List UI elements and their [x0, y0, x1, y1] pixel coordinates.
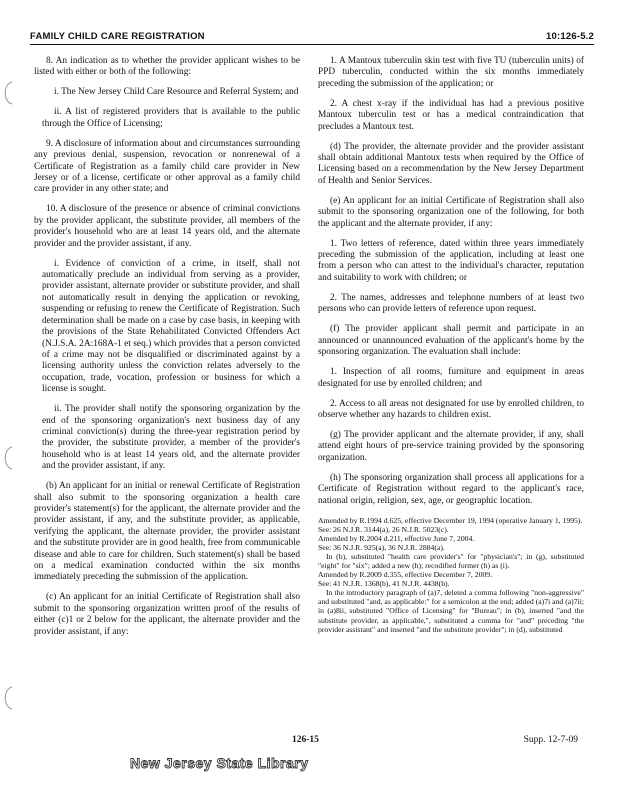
paragraph: i. Evidence of conviction of a crime, in itself, shall not automatically preclude an individual from serving as a provider, provider assistant, alternate provider or substitute provider, and shall not automatically result in denying the application or revoking, suspending or refusing to renew the Certificate of Registration. Such determination shall be made on a case by case basis, in keeping with the provisions of the State Rehabilitated Convicted Offenders Act (N.J.S.A. 2A:168A-1 et seq.) which provides that a person convicted of a crime may not be disqualified or discriminated against by a licensing authority unless the conviction relates adversely to the occupation, trade, vocation, profession or business for which a license is sought.	[42, 258, 300, 395]
history-line: Amended by R.2004 d.211, effective June 7, 2004.	[318, 533, 475, 543]
paragraph: 9. A disclosure of information about and circumstances surrounding any previous denial, suspension, revocation or nonrenewal of a Certificate of Registration as a family child care provider in New Jersey or of a license, certificate or other approval as a family child care provider in any other state; and	[34, 138, 300, 195]
paragraph: 1. Inspection of all rooms, furniture and equipment in areas designated for use by enrolled children; and	[318, 367, 584, 389]
right-column-paragraphs	[318, 56, 584, 507]
paragraph: ii. A list of registered providers that is available to the public through the Office of Licensing;	[42, 107, 300, 129]
paragraph: (b) An applicant for an initial or renewal Certificate of Registration shall also submit to the sponsoring organization a health care provider's statement(s) for the applicant, the alternate provider and the provider assistant, if any, and the substitute provider, as applicable, verifying the applicant, the alternate provider, the provider assistant and the substitute provider are in good health, free from communicable disease and able to care for children. Such statement(s) shall be based on a medical examination conducted within the six months immediately preceding the submission of the application.	[34, 481, 300, 583]
paragraph: (e) An applicant for an initial Certificate of Registration shall also submit to the sponsoring organization one of the following, for both the applicant and the alternate provider, if any:	[318, 195, 584, 229]
history-line: Amended by R.1994 d.625, effective December 19, 1994 (operative January 1, 1995).	[318, 515, 583, 525]
paragraph: ii. The provider shall notify the sponsoring organization by the end of the sponsoring organization's next business day of any criminal conviction(s) during the three-year registration period by the provider, the substitute provider, a member of the provider's household who is at least 14 years old, and the alternate provider and the provider assistant, if any.	[42, 404, 300, 472]
history-line: See: 26 N.J.R. 3144(a), 26 N.J.R. 5023(c).	[318, 524, 449, 534]
chapter-title: FAMILY CHILD CARE REGISTRATION	[30, 31, 205, 42]
paragraph: 10. A disclosure of the presence or absence of criminal convictions by the provider applicant, the substitute provider, all members of the provider's household who are at least 14 years old, and the alternate provider and the provider assistant, if any.	[34, 204, 300, 249]
paragraph: (f) The provider applicant shall permit and participate in an announced or unannounced evaluation of the applicant's home by the sponsoring organization. The evaluation shall include:	[318, 324, 584, 358]
paragraph: 2. The names, addresses and telephone numbers of at least two persons who can provide letters of reference upon request.	[318, 292, 584, 315]
paragraph: 2. A chest x-ray if the individual has had a previous positive Mantoux tuberculin test or has a medical contraindication that precludes a Mantoux test.	[318, 98, 584, 132]
paragraph: 1. Two letters of reference, dated within three years immediately preceding the submission of the application, including at least one from a person who can attest to the individual's character, reputation and suitability to work with children; or	[318, 238, 584, 283]
supplement-date: Supp. 12-7-09	[523, 735, 578, 745]
paragraph: 2. Access to all areas not designated for use by enrolled children, to observe whether any hazards to children exist.	[318, 398, 584, 420]
paragraph: (d) The provider, the alternate provider and the provider assistant shall obtain additional Mantoux tests when required by the Office of Licensing based on a recommendation by the New Jersey Department of Health and Senior Services.	[318, 141, 584, 186]
paragraph: (c) An applicant for an initial Certificate of Registration shall also submit to the sponsoring organization written proof of the results of either (c)1 or 2 below for the applicant, the alternate provider and the provider assistant, if any:	[34, 592, 300, 637]
section-number: 10:126-5.2	[546, 31, 594, 42]
history-line: In the introductory paragraph of (a)7, deleted a comma following "non-aggressive" and substituted "and, as applicable:" for a semicolon at the end; added (a)7i and (a)7ii; in (a)8ii, substituted "Office of Licensing" for "Bureau"; in (b), inserted "and the substitute provider, as applicable,", substituted a comma for "and" preceding "the provider assistant" and inserted "and the substitute provider"; in (d), substituted	[318, 588, 584, 634]
paragraph: 8. An indication as to whether the provider applicant wishes to be listed with either or both of the following:	[34, 56, 300, 78]
library-stamp: New Jersey State Library	[130, 755, 309, 771]
paragraph: 1. A Mantoux tuberculin skin test with five TU (tuberculin units) of PPD tuberculin, conducted within the six months immediately preceding the submission of the application; or	[318, 56, 584, 89]
history-line: In (b), substituted "health care provider's" for "physician's"; in (g), substituted "eight" for "six"; added a new (h); recodified former (h) as (i).	[318, 551, 584, 570]
paragraph: i. The New Jersey Child Care Resource and Referral System; and	[54, 87, 299, 98]
history-line: See: 41 N.J.R. 1368(b), 41 N.J.R. 4438(b).	[318, 579, 450, 589]
paragraph: (g) The provider applicant and the alternate provider, if any, shall attend eight hours of pre-service training provided by the sponsoring organization.	[318, 429, 584, 463]
punch-hole-mark	[0, 685, 14, 711]
punch-hole-mark	[0, 80, 14, 106]
history-line: Amended by R.2009 d.355, effective December 7, 2009.	[318, 570, 493, 580]
page-number: 126-15	[292, 735, 319, 745]
running-header	[30, 28, 594, 45]
paragraph: (h) The sponsoring organization shall process all applications for a Certificate of Registration without regard to the applicant's race, national origin, religion, sex, age, or geographic location.	[318, 472, 584, 506]
history-line: See: 36 N.J.R. 925(a), 36 N.J.R. 2884(a).	[318, 542, 445, 552]
punch-hole-mark	[0, 445, 14, 471]
left-column	[34, 56, 300, 736]
right-column	[318, 56, 584, 736]
history-notes	[318, 516, 584, 634]
